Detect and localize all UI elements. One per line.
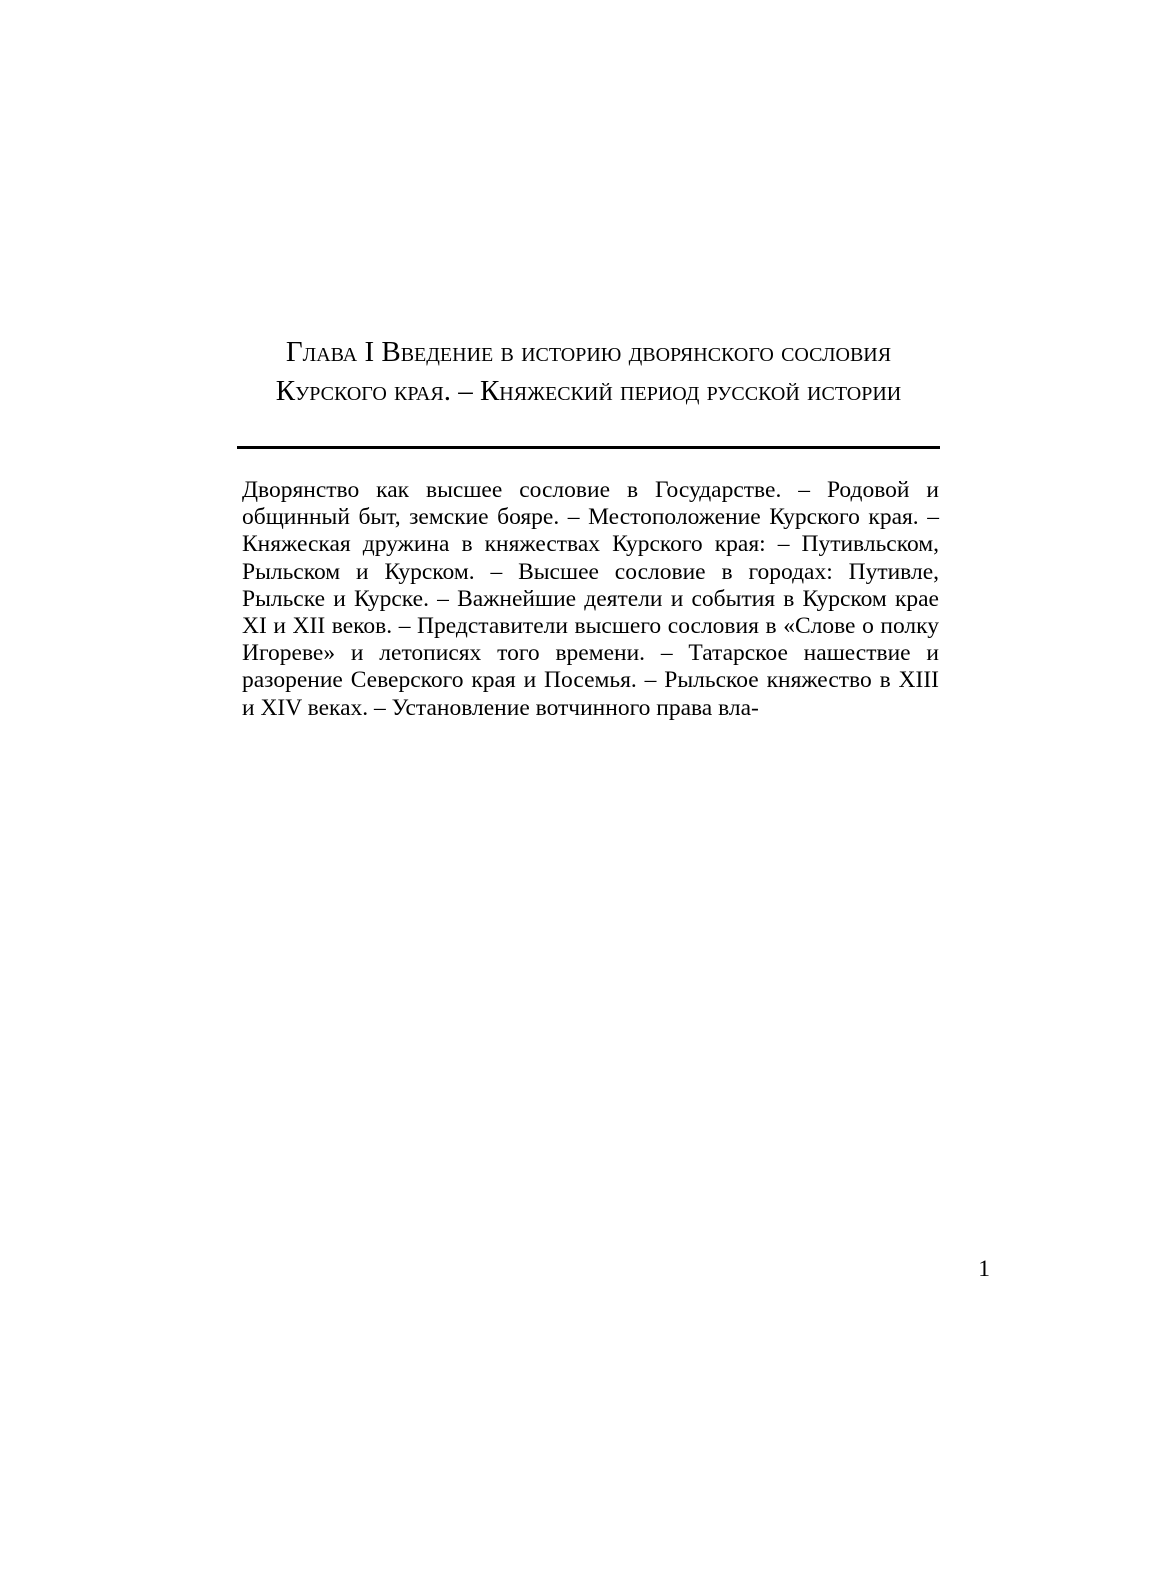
page-number: 1: [978, 1256, 990, 1282]
chapter-summary: Дворянство как высшее сословие в Государстве. – Родовой и общинный быт, земские бояре. – Местоположение Курского края. – Княжеская дружина в княжествах Курского края: – Путивльском, Рыльском и Курском. – Высшее сословие в городах: Путивле, Рыльске и Курске. – Важнейшие деятели и события в Курском крае XI и XII веков. – Представители высшего сословия в «Слове о полку Игореве» и летописях того времени. – Татарское нашествие и разорение Северского края и Посемья. – Рыльское княжество в XIII и XIV веках. – Установление вотчинного права вла-: [242, 477, 939, 721]
heading-underline-rule: [237, 446, 940, 449]
chapter-title: Глава I Введение в историю дворянского сословия Курского края. – Княжеский период русской истории: [275, 336, 902, 407]
